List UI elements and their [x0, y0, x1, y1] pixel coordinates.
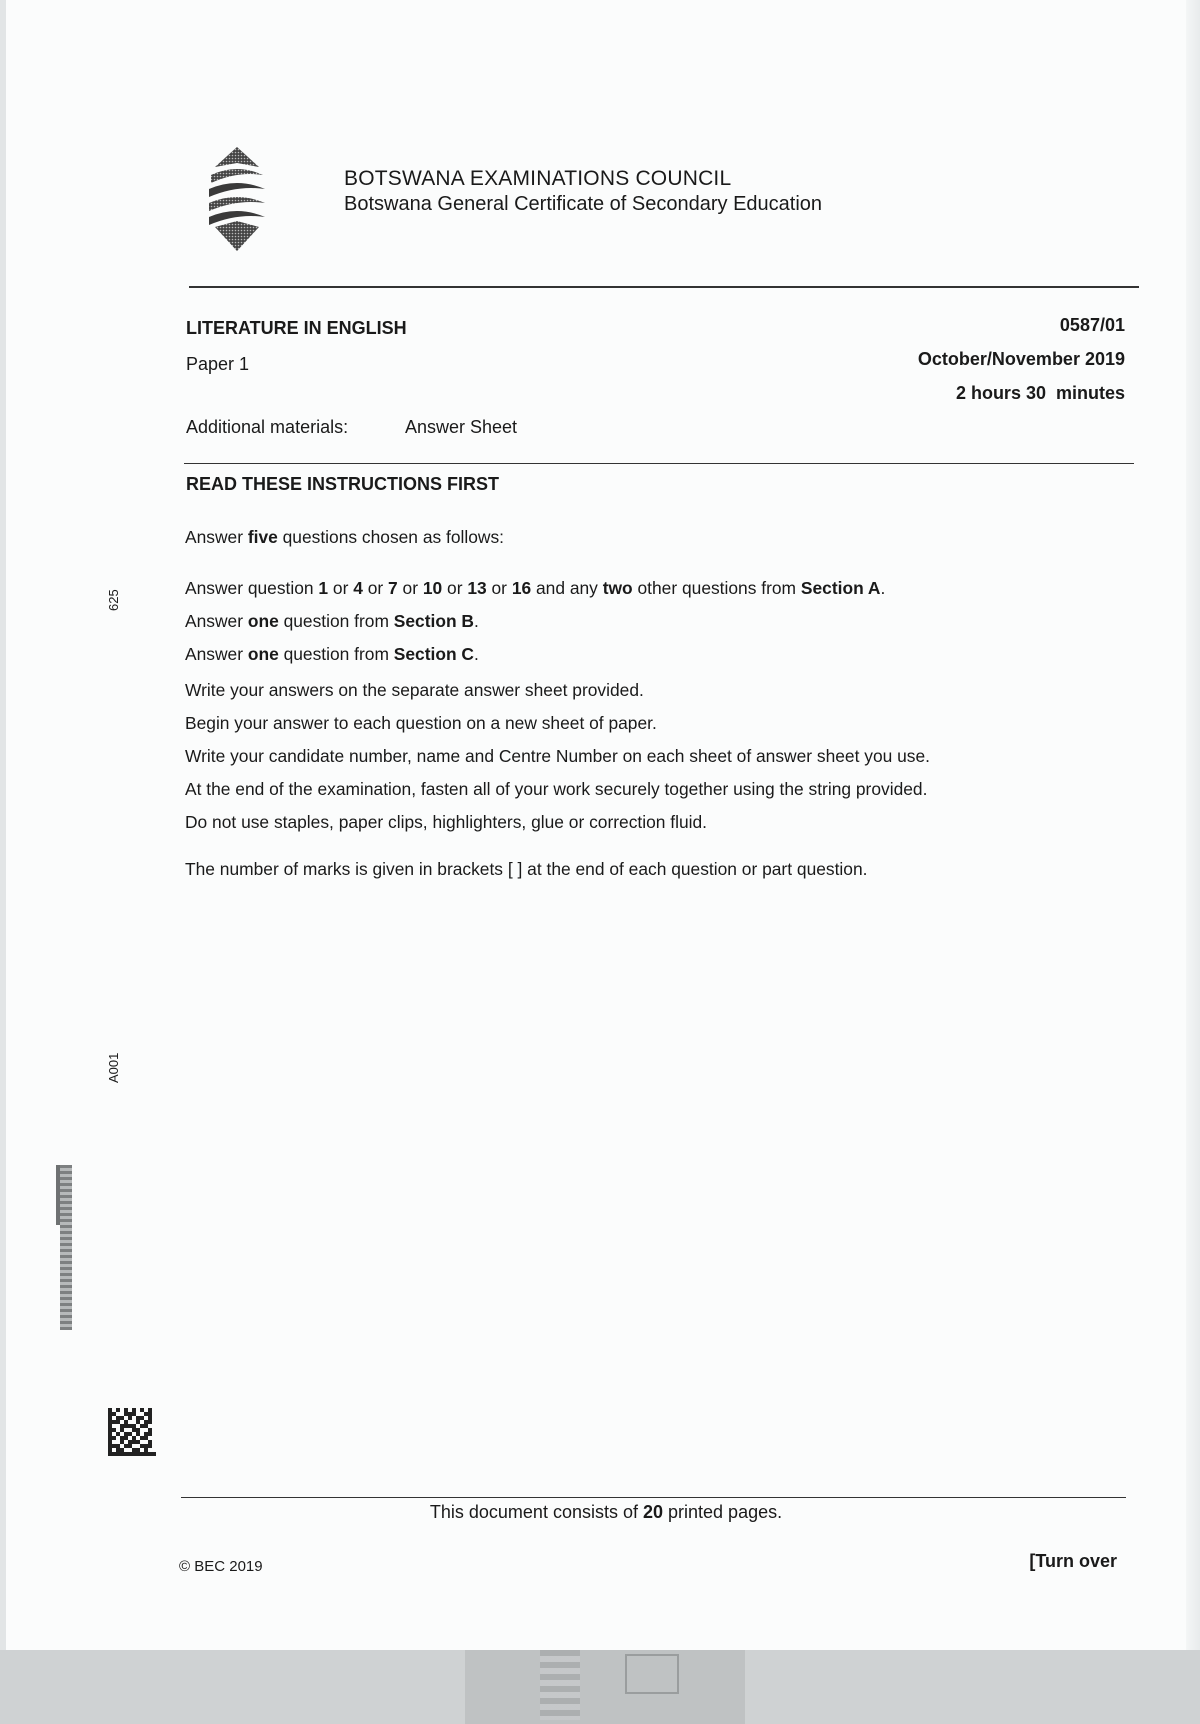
instructions-heading: READ THESE INSTRUCTIONS FIRST	[186, 474, 500, 494]
datamatrix-barcode-icon	[108, 1408, 156, 1456]
instruction-line: At the end of the examination, fasten all of your work securely together using the string provided.	[185, 779, 928, 799]
instruction-line: Answer five questions chosen as follows:	[185, 527, 505, 547]
materials-value: Answer Sheet	[405, 417, 518, 437]
instruction-line: Write your answers on the separate answer sheet provided.	[185, 680, 644, 700]
materials-label: Additional materials:	[186, 417, 349, 437]
exam-session: October/November 2019	[917, 349, 1125, 369]
turn-over: [Turn over	[1029, 1551, 1117, 1571]
instruction-line: Write your candidate number, name and Centre Number on each sheet of answer sheet you use.	[185, 746, 931, 766]
binding-strip	[60, 1165, 72, 1330]
paper-number: Paper 1	[186, 354, 250, 374]
side-code-lower: A001	[106, 1052, 121, 1083]
header-divider	[189, 286, 1139, 288]
side-code-upper: 625	[106, 589, 121, 611]
instructions-divider	[184, 463, 1134, 464]
instruction-line: Begin your answer to each question on a new sheet of paper.	[185, 713, 657, 733]
council-name: BOTSWANA EXAMINATIONS COUNCIL	[344, 167, 732, 190]
scanner-tab	[465, 1650, 745, 1724]
instruction-line: Answer one question from Section C.	[185, 644, 479, 664]
instruction-line: Answer question 1 or 4 or 7 or 10 or 13 or 16 and any two other questions from Section A.	[185, 578, 886, 598]
scan-edge	[1186, 0, 1200, 1650]
footer-divider	[181, 1497, 1126, 1498]
exam-duration: 2 hours 30 minutes	[955, 383, 1125, 403]
instruction-line: Do not use staples, paper clips, highlighters, glue or correction fluid.	[185, 812, 707, 832]
copyright: © BEC 2019	[179, 1558, 263, 1575]
bec-logo-icon	[201, 145, 273, 253]
instruction-line: Answer one question from Section B.	[185, 611, 479, 631]
instruction-line: The number of marks is given in brackets [ ] at the end of each question or part question.	[185, 859, 868, 879]
certificate-name: Botswana General Certificate of Secondary Education	[344, 193, 823, 215]
syllabus-code: 0587/01	[1059, 315, 1125, 335]
page-count-note: This document consists of 20 printed pages.	[429, 1502, 783, 1522]
subject-title: LITERATURE IN ENGLISH	[186, 318, 407, 338]
